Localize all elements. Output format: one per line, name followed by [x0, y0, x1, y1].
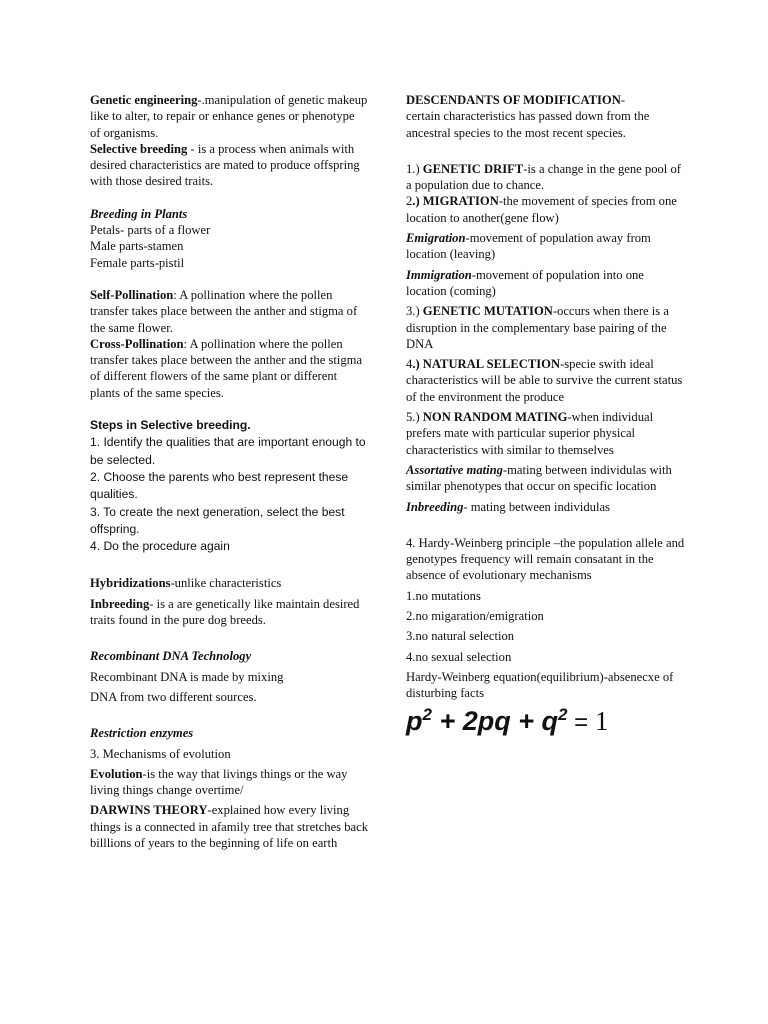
restriction-heading: Restriction enzymes [90, 726, 194, 741]
genetic-engineering-paragraph [90, 92, 368, 141]
term: Evolution [90, 766, 143, 781]
definition: -the movement of species from one location to another(gene flow) [406, 194, 677, 225]
term: Inbreeding [406, 499, 464, 514]
inbreeding-paragraph-right [406, 499, 686, 515]
definition: : A pollination where the pollen transfer takes place between the anther and the stigma of different flowers of the same plant or different plants of the same species. [90, 336, 363, 400]
condition-item: 1.no mutations [406, 588, 481, 603]
steps-heading: Steps in Selective breeding. [90, 418, 251, 433]
migration-paragraph [406, 193, 686, 226]
step-item: 1. Identify the qualities that are important enough to be selected. [90, 435, 366, 467]
cross-pollination-paragraph [90, 336, 368, 401]
definition: -specie swith ideal characteristics will be able to survive the current status of the environment the produce [406, 357, 683, 404]
definition: -when individual prefers mate with particular superior physical characteristics with similar to themselves [406, 410, 654, 457]
genetic-drift-paragraph [406, 161, 686, 194]
darwins-theory-paragraph [90, 802, 368, 851]
definition: -.manipulation of genetic makeup like to alter, to repair or enhance genes or phenotype of organisms. [90, 93, 368, 140]
definition: - is a process when animals with desired characteristics are mated to produce offspring with those desired traits. [90, 141, 360, 189]
term: Genetic engineering [90, 93, 198, 107]
formula-lhs [406, 706, 567, 736]
evolution-paragraph [90, 766, 368, 799]
left-column [90, 92, 368, 851]
formula-q: q [541, 705, 559, 736]
step-item: 4. Do the procedure again [90, 539, 230, 554]
right-column [406, 92, 686, 744]
hardy-weinberg-principle: 4. Hardy-Weinberg principle –the population allele and genotypes frequency will remain consatant in the absence of evolutionary mechanisms [406, 535, 685, 583]
number: 5.) [406, 410, 423, 425]
definition: -movement of population into one location (coming) [406, 267, 644, 298]
definition: certain characteristics has passed down from the ancestral species to the most recent species. [406, 109, 650, 140]
term: Assortative mating [406, 462, 503, 477]
condition-item: 2.no migaration/emigration [406, 609, 544, 624]
term: NON RANDOM MATING [422, 410, 568, 425]
term: .) NATURAL SELECTION [412, 357, 561, 372]
number: 1.) [406, 161, 423, 176]
definition: -mating between individulas with similar phenotypes that occur on specific location [406, 462, 672, 494]
number: 2 [406, 194, 413, 209]
dash: - [620, 93, 626, 107]
step-item: 3. To create the next generation, select the best offspring. [90, 504, 345, 536]
non-random-mating-paragraph [406, 409, 686, 458]
petals-line: Petals- parts of a flower [90, 223, 211, 238]
step-item: 2. Choose the parents who best represent these qualities. [90, 469, 349, 502]
definition: -is the way that livings things or the way living things change overtime/ [90, 766, 348, 798]
definition: -unlike characteristics [170, 576, 282, 591]
assortative-mating-paragraph [406, 462, 686, 495]
mechanisms-line: 3. Mechanisms of evolution [90, 746, 231, 761]
hybridizations-paragraph [90, 575, 368, 591]
definition: - mating between individulas [463, 499, 610, 514]
recombinant-line: DNA from two different sources. [90, 689, 257, 704]
formula-q-exponent: 2 [558, 704, 568, 724]
hardy-weinberg-formula [406, 706, 686, 744]
term: Immigration [406, 267, 472, 282]
formula-equals: = [567, 708, 595, 736]
genetic-mutation-paragraph [406, 303, 686, 352]
term: Selective breeding [90, 141, 188, 156]
definition: - is a are genetically like maintain desired traits found in the pure dog breeds. [90, 596, 360, 628]
definition: -movement of population away from location (leaving) [406, 231, 651, 262]
immigration-paragraph [406, 267, 686, 300]
formula-middle: + 2pq + [431, 705, 542, 736]
female-line: Female parts-pistil [90, 255, 185, 270]
definition: -occurs when there is a disruption in the complementary base pairing of the DNA [406, 304, 669, 351]
male-line: Male parts-stamen [90, 239, 184, 254]
term: Cross-Pollination [90, 336, 184, 351]
inbreeding-paragraph [90, 596, 368, 629]
hardy-weinberg-equation-text: Hardy-Weinberg equation(equilibrium)-absenecxe of disturbing facts [406, 669, 674, 701]
number: 4 [406, 357, 413, 372]
descendants-paragraph [406, 92, 686, 141]
definition: -explained how every living things is a connected in afamily tree that stretches back billlions of years to the beginning of life on earth [90, 803, 369, 850]
recombinant-heading: Recombinant DNA Technology [90, 649, 252, 664]
formula-one: 1 [594, 705, 609, 736]
self-pollination-paragraph [90, 287, 368, 336]
term: .) MIGRATION [412, 194, 499, 209]
condition-item: 3.no natural selection [406, 629, 515, 644]
term: Inbreeding [90, 596, 150, 611]
term: GENETIC DRIFT [422, 161, 524, 176]
formula-p: p [406, 705, 423, 736]
term: DARWINS THEORY [90, 803, 208, 818]
selective-breeding-paragraph [90, 141, 368, 190]
term: Emigration [406, 231, 466, 246]
condition-item: 4.no sexual selection [406, 649, 512, 664]
natural-selection-paragraph [406, 356, 686, 405]
definition: -is a change in the gene pool of a population due to chance. [406, 161, 681, 193]
number: 3.) [406, 304, 423, 319]
term: Self-Pollination [90, 287, 174, 302]
term: GENETIC MUTATION [422, 304, 553, 319]
emigration-paragraph [406, 230, 686, 263]
term: Hybridizations [90, 576, 171, 591]
breeding-heading: Breeding in Plants [90, 206, 188, 221]
recombinant-line: Recombinant DNA is made by mixing [90, 669, 284, 684]
term: DESCENDANTS OF MODIFICATION [406, 93, 621, 107]
formula-p-exponent: 2 [422, 704, 432, 724]
definition: : A pollination where the pollen transfer takes place between the anther and stigma of the same flower. [90, 287, 358, 335]
